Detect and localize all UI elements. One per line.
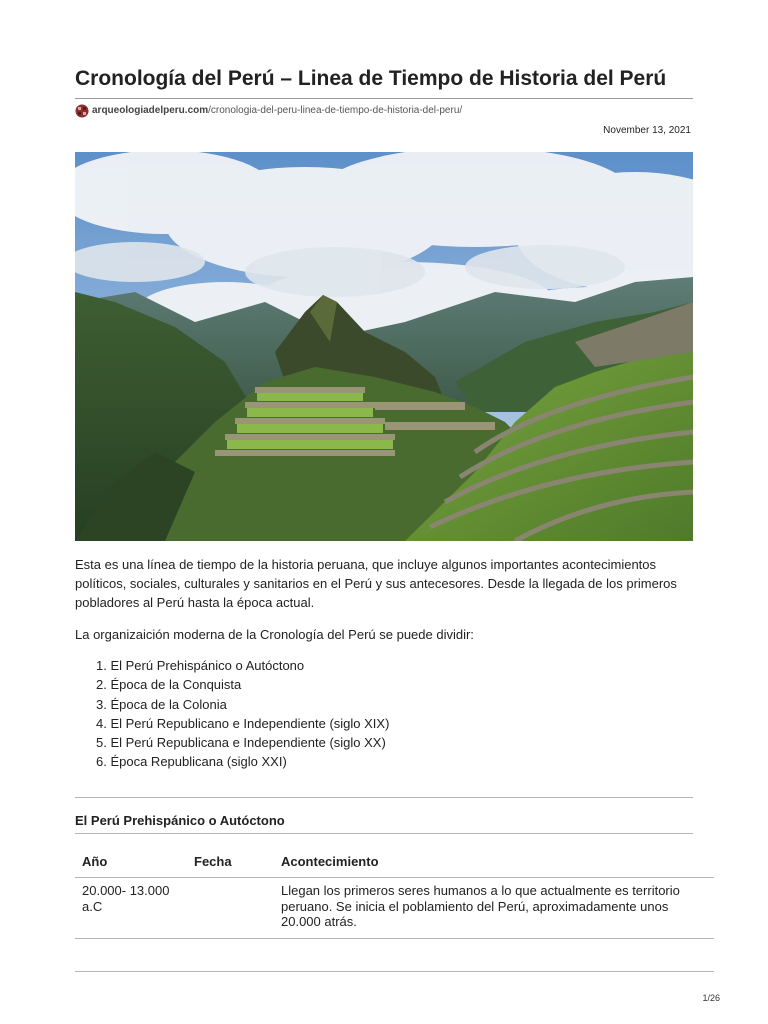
section-title: El Perú Prehispánico o Autóctono	[75, 813, 285, 828]
publish-date: November 13, 2021	[603, 125, 691, 136]
machu-picchu-photo	[75, 152, 693, 541]
column-header-event: Acontecimiento	[281, 854, 379, 869]
section-divider	[75, 797, 693, 798]
title-divider	[75, 98, 693, 99]
column-header-year: Año	[82, 854, 108, 869]
page-title: Cronología del Perú – Linea de Tiempo de Historia del Perú	[75, 67, 667, 90]
table-cell-event: Llegan los primeros seres humanos a lo que actualmente es territorio peruano. Se inicia el poblamiento del Perú, aproximadamente unos 20.000 atrás.	[281, 883, 680, 929]
list-item[interactable]: 2. Época de la Conquista	[96, 677, 242, 693]
table-cell-year: 20.000- 13.000 a.C	[82, 883, 170, 914]
intro-paragraph: Esta es una línea de tiempo de la historia peruana, que incluye algunos importantes acontecimientos políticos, sociales, culturales y sanitarios en el Perú y sus antecesores. Desde la llegada de los primeros pobladores al Perú hasta la época actual.	[75, 557, 677, 610]
list-item[interactable]: 3. Época de la Colonia	[96, 696, 227, 712]
division-intro: La organizaición moderna de la Cronología del Perú se puede dividir:	[75, 627, 474, 642]
table-header-divider	[75, 877, 714, 878]
site-favicon-icon	[75, 104, 89, 118]
list-item[interactable]: 4. El Perú Republicano e Independiente (siglo XIX)	[96, 715, 390, 731]
page-number: 1/26	[702, 993, 720, 1003]
column-header-date: Fecha	[194, 854, 232, 869]
source-url[interactable]	[75, 103, 462, 119]
source-path: /cronologia-del-peru-linea-de-tiempo-de-historia-del-peru/	[208, 105, 463, 116]
list-item[interactable]: 5. El Perú Republicana e Independiente (siglo XX)	[96, 735, 386, 751]
source-domain: arqueologiadelperu.com	[92, 105, 209, 116]
table-row-divider	[75, 971, 714, 972]
list-item[interactable]: 1. El Perú Prehispánico o Autóctono	[96, 658, 305, 673]
period-list	[75, 656, 389, 772]
table-row-divider	[75, 938, 714, 939]
section-divider	[75, 833, 693, 834]
list-item[interactable]: 6. Época Republicana (siglo XXI)	[96, 754, 287, 770]
